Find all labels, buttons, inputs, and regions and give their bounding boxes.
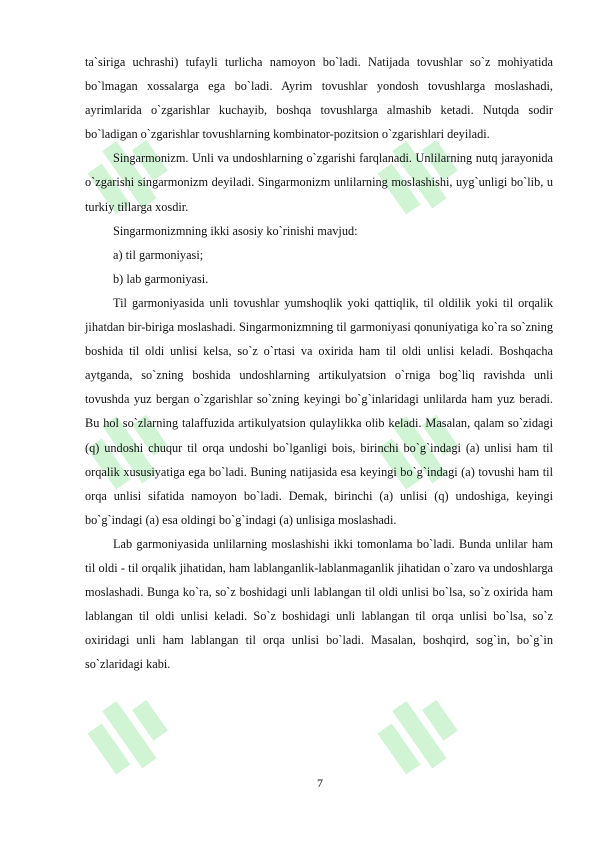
list-item: a) til garmoniyasi; [113, 247, 204, 262]
body-text [85, 50, 553, 676]
page-number: 7 [317, 776, 323, 790]
paragraph: Til garmoniyasida unli tovushlar yumshoqlik yoki qattiqlik, til oldilik yoki til orqalik jihatdan bir-biriga moslashadi. Singarmonizmning til garmoniyasi qonuniyatiga ko`ra so`zning boshida til oldi unlisi kelsa, so`z o`rtasi va oxirida ham til oldi unlisi keladi. Boshqacha aytganda, so`zning boshida undoshlarning artikulyatsion o`rniga bog`liq ravishda unli tovushda yuz bergan o`zgarishlar so`zning keyingi bo`g`inlaridagi unlilarda ham yuz beradi. Bu hol so`zlarning talaffuzida artikulyatsion qulaylikka olib keladi. Masalan, qalam so`zidagi (q) undoshi chuqur til orqa undoshi bo`lganligi bois, birinchi bo`g`indagi (a) unlisi ham til orqalik xususiyatiga ega bo`ladi. Buning natijasida esa keyingi bo`g`indagi (a) tovushi ham til orqa unlisi sifatida namoyon bo`ladi. Demak, birinchi (a) unlisi (q) undoshiga, keyingi bo`g`indagi (a) esa oldingi bo`g`indagi (a) unlisiga moslashadi. [85, 295, 553, 527]
paragraph: Lab garmoniyasida unlilarning moslashishi ikki tomonlama bo`ladi. Bunda unlilar ham til oldi - til orqalik jihatidan, ham lablanganlik-lablanmaganlik jihatidan o`zaro va undoshlarga moslashadi. Bunga ko`ra, so`z boshidagi unli lablangan til oldi unlisi bo`lsa, so`z oxirida ham lablangan til oldi unlisi keladi. So`z boshidagi unli lablangan til orqa unlisi bo`lsa, so`z oxiridagi unli ham lablangan til orqa unlisi bo`ladi. Masalan, boshqird, sog`in, bo`g`in so`zlaridagi kabi. [85, 536, 553, 672]
paragraph: Singarmonizm. Unli va undoshlarning o`zgarishi farqlanadi. Unlilarning nutq jarayonida o`zgarishi singarmonizm deyiladi. Singarmonizm unlilarning moslashishi, uyg`unligi bo`lib, u turkiy tillarga xosdir. [85, 151, 553, 214]
list-item: b) lab garmoniyasi. [113, 271, 209, 286]
paragraph: ta`siriga uchrashi) tufayli turlicha namoyon bo`ladi. Natijada tovushlar so`z mohiyatida bo`lmagan xossalarga ega bo`ladi. Ayrim tovushlar yondosh tovushlarga moslashadi, ayrimlarida o`zgarishlar kuchayib, boshqa tovushlarga almashib ketadi. Nutqda sodir bo`ladigan o`zgarishlar tovushlarning kombinator-pozitsion o`zgarishlari deyiladi. [85, 55, 553, 142]
paragraph: Singarmonizmning ikki asosiy ko`rinishi mavjud: [113, 223, 358, 238]
